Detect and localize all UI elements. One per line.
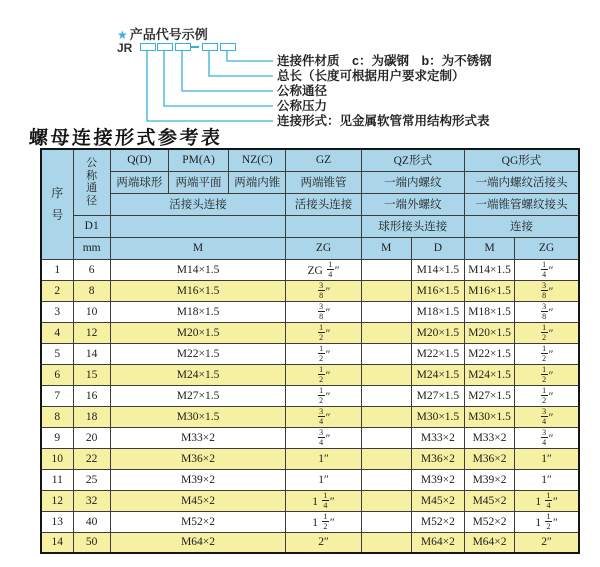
qg-zg-cell: 2″ — [515, 532, 579, 553]
mm-cell: 18 — [73, 406, 110, 427]
header-unit-mm: mm — [73, 237, 110, 259]
mm-cell: 25 — [73, 469, 110, 490]
header-qg-m-label: M — [464, 237, 514, 259]
qz-m-cell — [361, 301, 411, 322]
m-cell: M14×1.5 — [110, 259, 286, 280]
header-qg-form: QG形式 — [464, 149, 579, 171]
seq-cell: 12 — [41, 490, 73, 511]
seq-cell: 8 — [41, 406, 73, 427]
seq-cell: 13 — [41, 511, 73, 532]
gz-cell: $\frac{1}{2}$ ″ — [286, 385, 361, 406]
qz-m-cell — [361, 490, 411, 511]
qz-m-cell — [361, 406, 411, 427]
header-nz: NZ(C) — [229, 149, 286, 171]
label-connector-material: 连接件材质 c：为碳钢 b：为不锈钢 — [277, 54, 492, 68]
header-pm: PM(A) — [168, 149, 228, 171]
qz-m-cell — [361, 532, 411, 553]
star-icon: ★ — [117, 28, 128, 42]
qg-zg-cell: 1″ — [515, 448, 579, 469]
qg-m-cell: M36×2 — [464, 448, 514, 469]
qg-m-cell: M24×1.5 — [464, 364, 514, 385]
qz-m-cell — [361, 385, 411, 406]
header-qg-desc1: 一端内螺纹活接头 — [464, 171, 579, 193]
table-row — [41, 343, 579, 364]
gz-cell: ZG $\frac{1}{4}$ ″ — [286, 259, 361, 280]
table-row — [41, 448, 579, 469]
qz-d-cell: M16×1.5 — [411, 280, 464, 301]
m-cell: M33×2 — [110, 427, 286, 448]
m-cell: M64×2 — [110, 532, 286, 553]
qg-zg-cell: $\frac{3}{8}$ ″ — [515, 280, 579, 301]
table-row — [41, 490, 579, 511]
gz-cell: 1 $\frac{1}{2}$ ″ — [286, 511, 361, 532]
table-title: 螺母连接形式参考表 — [28, 127, 224, 149]
header-zg-label: ZG — [286, 237, 361, 259]
table-row — [41, 532, 579, 553]
header-nominal-dia: 公 称 通 径 — [73, 149, 110, 215]
m-cell: M20×1.5 — [110, 322, 286, 343]
empty-cell — [286, 215, 361, 237]
header-q-desc: 两端球形 — [110, 171, 168, 193]
qg-zg-cell: $\frac{1}{2}$ ″ — [515, 385, 579, 406]
header-qz-form: QZ形式 — [361, 149, 464, 171]
table-header — [41, 149, 579, 259]
mm-cell: 14 — [73, 343, 110, 364]
seq-cell: 2 — [41, 280, 73, 301]
qg-m-cell: M64×2 — [464, 532, 514, 553]
mm-cell: 32 — [73, 490, 110, 511]
seq-cell: 6 — [41, 364, 73, 385]
code-box-3 — [175, 43, 191, 51]
qg-zg-cell: $\frac{3}{4}$ ″ — [515, 406, 579, 427]
header-qz-m-label: M — [361, 237, 411, 259]
seq-cell: 9 — [41, 427, 73, 448]
qg-m-cell: M52×2 — [464, 511, 514, 532]
header-qz-d-label: D — [411, 237, 464, 259]
seq-cell: 7 — [41, 385, 73, 406]
mm-cell: 50 — [73, 532, 110, 553]
qz-m-cell — [361, 364, 411, 385]
qz-d-cell: M27×1.5 — [411, 385, 464, 406]
table-row — [41, 511, 579, 532]
m-cell: M39×2 — [110, 469, 286, 490]
header-q: Q(D) — [110, 149, 168, 171]
table-body — [41, 259, 579, 553]
mm-cell: 22 — [73, 448, 110, 469]
gz-cell: 1 $\frac{1}{4}$ ″ — [286, 490, 361, 511]
qz-d-cell: M14×1.5 — [411, 259, 464, 280]
qg-m-cell: M16×1.5 — [464, 280, 514, 301]
qg-zg-cell: $\frac{1}{2}$ ″ — [515, 322, 579, 343]
header-qz-desc3: 球形接头连接 — [361, 215, 464, 237]
qg-zg-cell: 1 $\frac{1}{2}$ ″ — [515, 511, 579, 532]
m-cell: M22×1.5 — [110, 343, 286, 364]
mm-cell: 40 — [73, 511, 110, 532]
qz-m-cell — [361, 427, 411, 448]
mm-cell: 16 — [73, 385, 110, 406]
label-connection-form: 连接形式：见金属软管常用结构形式表 — [277, 114, 490, 128]
nut-connection-reference-table — [40, 148, 580, 554]
m-cell: M16×1.5 — [110, 280, 286, 301]
qg-m-cell: M18×1.5 — [464, 301, 514, 322]
label-nominal-pressure: 公称压力 — [277, 99, 328, 113]
gz-cell: 1″ — [286, 469, 361, 490]
code-prefix: JR — [117, 41, 133, 55]
qg-m-cell: M20×1.5 — [464, 322, 514, 343]
header-qg-desc3: 连接 — [464, 215, 579, 237]
header-d1: D1 — [73, 215, 110, 237]
qg-zg-cell: 1 $\frac{1}{4}$ ″ — [515, 490, 579, 511]
code-dash — [190, 46, 199, 48]
qg-zg-cell: $\frac{1}{2}$ ″ — [515, 364, 579, 385]
qz-d-cell: M22×1.5 — [411, 343, 464, 364]
header-pm-desc: 两端平面 — [168, 171, 228, 193]
seq-cell: 10 — [41, 448, 73, 469]
header-gz-desc: 两端锥管 — [286, 171, 361, 193]
qz-m-cell — [361, 469, 411, 490]
header-nz-desc: 两端内锥 — [229, 171, 286, 193]
table-row — [41, 259, 579, 280]
qz-d-cell: M33×2 — [411, 427, 464, 448]
gz-cell: $\frac{3}{4}$ ″ — [286, 406, 361, 427]
gz-cell: $\frac{3}{4}$ ″ — [286, 427, 361, 448]
label-total-length: 总长（长度可根据用户要求定制） — [277, 69, 465, 83]
mm-cell: 8 — [73, 280, 110, 301]
qg-m-cell: M22×1.5 — [464, 343, 514, 364]
gz-cell: $\frac{1}{2}$ ″ — [286, 343, 361, 364]
header-seq-no: 序 号 — [41, 149, 73, 259]
qz-d-cell: M18×1.5 — [411, 301, 464, 322]
code-box-5 — [220, 43, 236, 51]
qz-d-cell: M64×2 — [411, 532, 464, 553]
gz-cell: 1″ — [286, 448, 361, 469]
mm-cell: 12 — [73, 322, 110, 343]
empty-cell — [110, 215, 286, 237]
seq-cell: 5 — [41, 343, 73, 364]
table-row — [41, 322, 579, 343]
m-cell: M45×2 — [110, 490, 286, 511]
table-row — [41, 385, 579, 406]
header-qg-desc2: 一端锥管螺纹接头 — [464, 193, 579, 215]
qz-m-cell — [361, 280, 411, 301]
table-row — [41, 427, 579, 448]
mm-cell: 6 — [73, 259, 110, 280]
gz-cell: $\frac{1}{2}$ ″ — [286, 322, 361, 343]
seq-cell: 1 — [41, 259, 73, 280]
qg-zg-cell: $\frac{1}{2}$ ″ — [515, 343, 579, 364]
gz-cell: 2″ — [286, 532, 361, 553]
qz-d-cell: M30×1.5 — [411, 406, 464, 427]
qg-m-cell: M39×2 — [464, 469, 514, 490]
seq-cell: 3 — [41, 301, 73, 322]
qz-d-cell: M52×2 — [411, 511, 464, 532]
qz-d-cell: M36×2 — [411, 448, 464, 469]
seq-cell: 11 — [41, 469, 73, 490]
qz-d-cell: M39×2 — [411, 469, 464, 490]
qg-m-cell: M45×2 — [464, 490, 514, 511]
mm-cell: 20 — [73, 427, 110, 448]
gz-cell: $\frac{1}{2}$ ″ — [286, 364, 361, 385]
label-nominal-diameter: 公称通径 — [277, 84, 328, 98]
header-qg-zg-label: ZG — [515, 237, 579, 259]
qg-m-cell: M33×2 — [464, 427, 514, 448]
qg-zg-cell: $\frac{3}{4}$ ″ — [515, 427, 579, 448]
seq-cell: 4 — [41, 322, 73, 343]
qz-m-cell — [361, 259, 411, 280]
qg-zg-cell: $\frac{3}{8}$ ″ — [515, 301, 579, 322]
qz-d-cell: M45×2 — [411, 490, 464, 511]
header-qz-desc1: 一端内螺纹 — [361, 171, 464, 193]
table-row — [41, 280, 579, 301]
m-cell: M36×2 — [110, 448, 286, 469]
qg-zg-cell: 1″ — [515, 469, 579, 490]
seq-cell: 14 — [41, 532, 73, 553]
table-row — [41, 469, 579, 490]
gz-cell: $\frac{3}{8}$ ″ — [286, 301, 361, 322]
code-box-2 — [157, 43, 173, 51]
diagram-heading-text: 产品代号示例 — [129, 27, 208, 42]
qz-m-cell — [361, 343, 411, 364]
qz-m-cell — [361, 448, 411, 469]
code-box-4 — [202, 43, 218, 51]
qz-m-cell — [361, 511, 411, 532]
header-union-joint: 活接头连接 — [110, 193, 286, 215]
table-row — [41, 301, 579, 322]
qg-zg-cell: $\frac{1}{4}$ ″ — [515, 259, 579, 280]
m-cell: M52×2 — [110, 511, 286, 532]
header-m-label: M — [110, 237, 286, 259]
header-qz-desc2: 一端外螺纹 — [361, 193, 464, 215]
m-cell: M30×1.5 — [110, 406, 286, 427]
m-cell: M18×1.5 — [110, 301, 286, 322]
table-row — [41, 406, 579, 427]
qz-m-cell — [361, 322, 411, 343]
gz-cell: $\frac{3}{8}$ ″ — [286, 280, 361, 301]
code-box-1 — [140, 43, 156, 51]
qg-m-cell: M14×1.5 — [464, 259, 514, 280]
qz-d-cell: M24×1.5 — [411, 364, 464, 385]
mm-cell: 10 — [73, 301, 110, 322]
mm-cell: 15 — [73, 364, 110, 385]
qz-d-cell: M20×1.5 — [411, 322, 464, 343]
table-row — [41, 364, 579, 385]
m-cell: M24×1.5 — [110, 364, 286, 385]
m-cell: M27×1.5 — [110, 385, 286, 406]
qg-m-cell: M30×1.5 — [464, 406, 514, 427]
header-gz-union-joint: 活接头连接 — [286, 193, 361, 215]
qg-m-cell: M27×1.5 — [464, 385, 514, 406]
header-gz: GZ — [286, 149, 361, 171]
